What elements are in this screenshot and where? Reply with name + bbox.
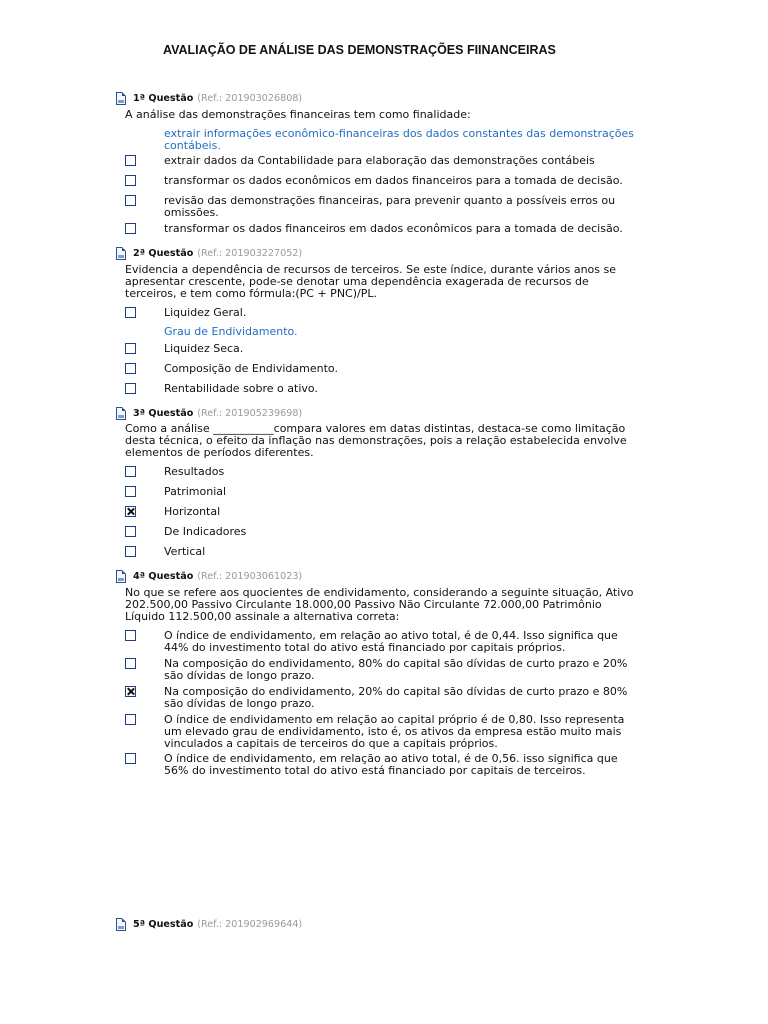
option-text: O índice de endividamento em relação ao capital próprio é de 0,80. Isso representa um elevado grau de endividamento, isto é, os ativos da empresa estão muito mais vinculados a capitais de terceiros do que a capitais próprios. (164, 713, 625, 750)
question-label: 4ª Questão (133, 571, 194, 582)
option-checkbox[interactable] (125, 753, 136, 764)
option-row[interactable] (125, 383, 645, 394)
document-icon (116, 407, 126, 420)
option-text: Patrimonial (164, 485, 227, 498)
question-ref: (Ref.: 201903061023) (197, 571, 303, 582)
option-row[interactable] (125, 629, 645, 654)
option-checkbox[interactable] (125, 195, 136, 206)
option-row[interactable] (125, 506, 645, 517)
option-text: Horizontal (164, 505, 221, 518)
question-ref: (Ref.: 201903026808) (197, 93, 303, 104)
option-text: Na composição do endividamento, 20% do capital são dívidas de curto prazo e 80% são dívidas de longo prazo. (164, 685, 628, 710)
question-ref: (Ref.: 201902969644) (197, 919, 303, 930)
page-title: AVALIAÇÃO DE ANÁLISE DAS DEMONSTRAÇÕES FIINANCEIRAS (163, 43, 556, 57)
document-icon (116, 92, 126, 105)
option-checkbox[interactable] (125, 223, 136, 234)
question-label: 1ª Questão (133, 93, 194, 104)
question-ref: (Ref.: 201905239698) (197, 408, 303, 419)
option-text: revisão das demonstrações financeiras, para prevenir quanto a possíveis erros ou omissões. (164, 194, 616, 219)
option-checkbox[interactable] (125, 630, 136, 641)
option-text: Na composição do endividamento, 80% do capital são dívidas de curto prazo e 20% são dívidas de longo prazo. (164, 657, 628, 682)
option-row[interactable] (125, 526, 645, 537)
option-row[interactable] (125, 307, 645, 318)
document-icon (116, 570, 126, 583)
option-checkbox[interactable] (125, 175, 136, 186)
question-label: 3ª Questão (133, 408, 194, 419)
option-row[interactable] (125, 713, 645, 750)
option-checkbox[interactable] (125, 486, 136, 497)
option-row[interactable] (125, 363, 645, 374)
question-stem: Evidencia a dependência de recursos de terceiros. Se este índice, durante vários anos se apresentar crescente, pode-se denotar uma dependência exagerada de recursos de terceiros, e tem como fórmula:(PC + PNC)/PL. (125, 263, 617, 300)
option-row[interactable] (125, 223, 645, 234)
option-row[interactable] (125, 155, 645, 166)
option-checkbox[interactable] (125, 343, 136, 354)
option-text: Resultados (164, 465, 225, 478)
option-checkbox[interactable] (125, 658, 136, 669)
question-4-header (116, 567, 302, 583)
option-checkbox[interactable] (125, 466, 136, 477)
option-row[interactable] (125, 657, 645, 682)
option-checkbox[interactable] (125, 714, 136, 725)
option-text: Liquidez Seca. (164, 342, 244, 355)
option-text: Vertical (164, 545, 206, 558)
option-text-correct: Grau de Endividamento. (164, 325, 298, 338)
question-stem: No que se refere aos quocientes de endividamento, considerando a seguinte situação, Ativo 202.500,00 Passivo Circulante 18.000,00 Passivo Não Circulante 72.000,00 Patrimônio Líquido 112.500,00 assinale a alternativa correta: (125, 586, 634, 623)
option-checkbox[interactable] (125, 383, 136, 394)
option-row[interactable] (125, 752, 645, 777)
option-row[interactable] (125, 486, 645, 497)
option-text-correct: extrair informações econômico-financeiras dos dados constantes das demonstrações contábeis. (164, 127, 634, 152)
option-row[interactable] (125, 343, 645, 354)
option-checkbox-checked[interactable] (125, 506, 136, 517)
question-ref: (Ref.: 201903227052) (197, 248, 303, 259)
question-1-header (116, 89, 302, 105)
option-row[interactable] (125, 466, 645, 477)
option-text: O índice de endividamento, em relação ao ativo total, é de 0,44. Isso significa que 44% do investimento total do ativo está financiado por capitais próprios. (164, 629, 618, 654)
option-text: O índice de endividamento, em relação ao ativo total, é de 0,56. isso significa que 56% do investimento total do ativo está financiado por capitais de terceiros. (164, 752, 618, 777)
question-stem: Como a análise ___________compara valores em datas distintas, destaca-se como limitação desta técnica, o efeito da inflação nas demonstrações, pois a relação estabelecida envolve elementos de períodos diferentes. (125, 422, 627, 459)
option-checkbox-checked[interactable] (125, 686, 136, 697)
option-text: extrair dados da Contabilidade para elaboração das demonstrações contábeis (164, 154, 595, 167)
option-text: De Indicadores (164, 525, 247, 538)
question-2-header (116, 244, 302, 260)
document-icon (116, 918, 126, 931)
option-checkbox[interactable] (125, 363, 136, 374)
option-text: Rentabilidade sobre o ativo. (164, 382, 318, 395)
option-row[interactable] (125, 194, 645, 219)
option-text: transformar os dados financeiros em dados econômicos para a tomada de decisão. (164, 222, 623, 235)
question-stem: A análise das demonstrações financeiras tem como finalidade: (125, 108, 471, 121)
question-5-header (116, 915, 302, 931)
option-checkbox[interactable] (125, 526, 136, 537)
question-3-header (116, 404, 302, 420)
option-row[interactable] (125, 685, 645, 710)
option-text: Liquidez Geral. (164, 306, 247, 319)
option-row[interactable] (125, 175, 645, 186)
option-checkbox[interactable] (125, 155, 136, 166)
question-label: 2ª Questão (133, 248, 194, 259)
option-checkbox[interactable] (125, 546, 136, 557)
option-checkbox[interactable] (125, 307, 136, 318)
option-text: transformar os dados econômicos em dados financeiros para a tomada de decisão. (164, 174, 623, 187)
question-label: 5ª Questão (133, 919, 194, 930)
document-icon (116, 247, 126, 260)
option-row[interactable] (125, 546, 645, 557)
option-text: Composição de Endividamento. (164, 362, 338, 375)
